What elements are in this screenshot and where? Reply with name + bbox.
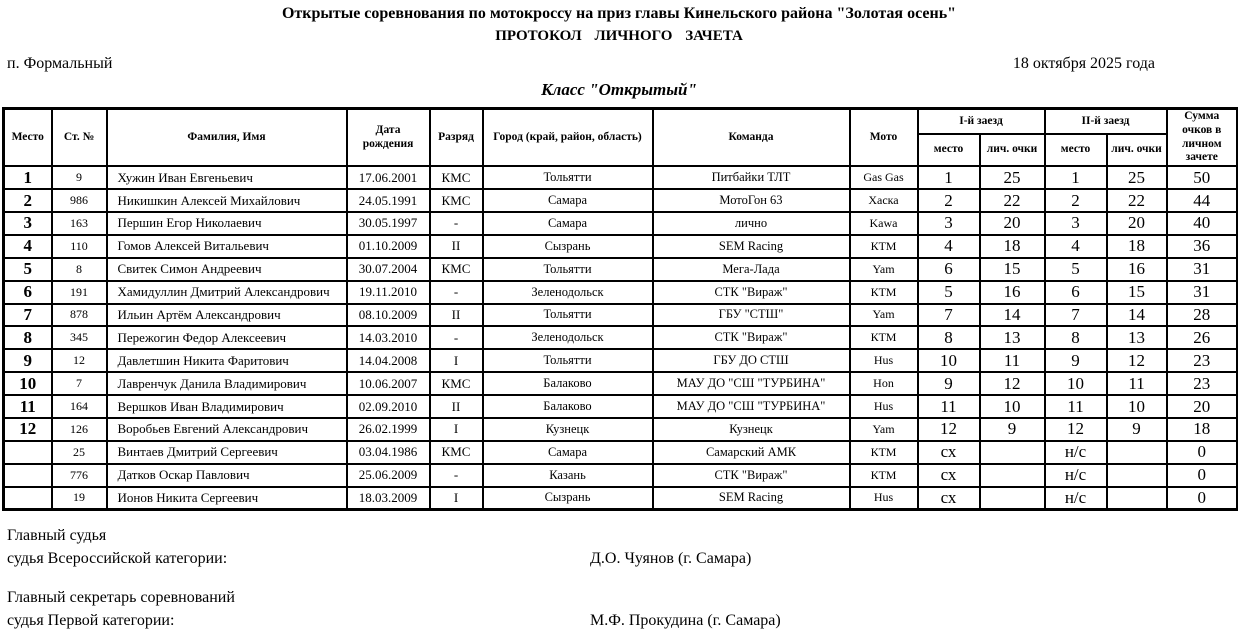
cell-race1-place: 6	[918, 258, 980, 281]
cell-race1-place: 8	[918, 326, 980, 349]
cell-place	[4, 487, 52, 510]
cell-team: SEM Racing	[653, 487, 850, 510]
cell-moto: Hus	[850, 487, 918, 510]
col-header-total: Сумма очков в личном зачете	[1167, 109, 1238, 167]
cell-birth-date: 08.10.2009	[347, 304, 430, 327]
cell-place: 6	[4, 281, 52, 304]
cell-city: Тольятти	[483, 304, 653, 327]
cell-start-number: 19	[52, 487, 107, 510]
cell-start-number: 986	[52, 189, 107, 212]
cell-city: Зеленодольск	[483, 281, 653, 304]
cell-race2-place: 3	[1045, 212, 1107, 235]
judge-title: Главный судья	[7, 527, 107, 545]
table-row	[4, 166, 1238, 189]
results-table-header	[4, 109, 1238, 167]
cell-race2-points: 10	[1107, 395, 1167, 418]
col-header-race2-place: место	[1045, 134, 1107, 166]
cell-race2-points: 9	[1107, 418, 1167, 441]
cell-rank: II	[430, 235, 483, 258]
secretary-category-line	[0, 609, 1238, 632]
col-header-start-number: Ст. №	[52, 109, 107, 167]
table-row	[4, 326, 1238, 349]
cell-race2-place: 9	[1045, 349, 1107, 372]
document-title: Открытые соревнования по мотокроссу на приз главы Кинельского района "Золотая осень"	[281, 5, 957, 22]
col-header-moto: Мото	[850, 109, 918, 167]
cell-race2-place: н/с	[1045, 487, 1107, 510]
cell-city: Кузнецк	[483, 418, 653, 441]
cell-team: СТК "Вираж"	[653, 464, 850, 487]
cell-team: СТК "Вираж"	[653, 281, 850, 304]
cell-race1-points	[980, 464, 1045, 487]
cell-name: Ильин Артём Александрович	[107, 304, 347, 327]
cell-race2-place: 2	[1045, 189, 1107, 212]
cell-birth-date: 30.07.2004	[347, 258, 430, 281]
cell-race2-place: 4	[1045, 235, 1107, 258]
cell-race2-points: 13	[1107, 326, 1167, 349]
table-row	[4, 441, 1238, 464]
col-header-name: Фамилия, Имя	[107, 109, 347, 167]
col-header-race2-points: лич. очки	[1107, 134, 1167, 166]
cell-total: 0	[1167, 464, 1238, 487]
cell-moto: Kawa	[850, 212, 918, 235]
secretary-title: Главный секретарь соревнований	[7, 589, 235, 607]
cell-birth-date: 25.06.2009	[347, 464, 430, 487]
cell-race2-points: 11	[1107, 372, 1167, 395]
cell-start-number: 878	[52, 304, 107, 327]
cell-race2-points: 14	[1107, 304, 1167, 327]
cell-place: 3	[4, 212, 52, 235]
col-header-race1-place: место	[918, 134, 980, 166]
cell-race2-points: 18	[1107, 235, 1167, 258]
cell-birth-date: 24.05.1991	[347, 189, 430, 212]
cell-team: Мега-Лада	[653, 258, 850, 281]
cell-race2-points: 15	[1107, 281, 1167, 304]
cell-birth-date: 02.09.2010	[347, 395, 430, 418]
cell-race2-place: 8	[1045, 326, 1107, 349]
cell-city: Казань	[483, 464, 653, 487]
cell-race1-points: 14	[980, 304, 1045, 327]
event-date: 18 октября 2025 года	[1012, 55, 1155, 72]
cell-start-number: 7	[52, 372, 107, 395]
table-row	[4, 281, 1238, 304]
results-table	[2, 107, 1238, 511]
cell-name: Ионов Никита Сергеевич	[107, 487, 347, 510]
cell-race1-place: 7	[918, 304, 980, 327]
cell-name: Датков Оскар Павлович	[107, 464, 347, 487]
cell-name: Давлетшин Никита Фаритович	[107, 349, 347, 372]
secretary-title-line	[0, 586, 1238, 609]
cell-city: Сызрань	[483, 235, 653, 258]
table-row	[4, 395, 1238, 418]
cell-race1-points: 13	[980, 326, 1045, 349]
cell-rank: I	[430, 418, 483, 441]
cell-team: Кузнецк	[653, 418, 850, 441]
cell-total: 0	[1167, 441, 1238, 464]
cell-birth-date: 10.06.2007	[347, 372, 430, 395]
table-row	[4, 258, 1238, 281]
cell-city: Балаково	[483, 372, 653, 395]
cell-team: SEM Racing	[653, 235, 850, 258]
cell-total: 36	[1167, 235, 1238, 258]
cell-total: 18	[1167, 418, 1238, 441]
cell-total: 28	[1167, 304, 1238, 327]
cell-rank: -	[430, 464, 483, 487]
cell-rank: -	[430, 281, 483, 304]
cell-race1-place: 3	[918, 212, 980, 235]
cell-team: СТК "Вираж"	[653, 326, 850, 349]
cell-moto: Hon	[850, 372, 918, 395]
header-row-top	[4, 109, 1238, 135]
cell-name: Вершков Иван Владимирович	[107, 395, 347, 418]
cell-total: 26	[1167, 326, 1238, 349]
cell-city: Самара	[483, 189, 653, 212]
footer-gap	[0, 570, 1238, 586]
cell-total: 20	[1167, 395, 1238, 418]
cell-race2-place: 6	[1045, 281, 1107, 304]
cell-city: Тольятти	[483, 166, 653, 189]
cell-total: 0	[1167, 487, 1238, 510]
cell-moto: КТМ	[850, 441, 918, 464]
cell-race1-place: сх	[918, 441, 980, 464]
cell-city: Зеленодольск	[483, 326, 653, 349]
meta-row	[0, 54, 1238, 73]
cell-race2-place: н/с	[1045, 464, 1107, 487]
cell-race2-points	[1107, 441, 1167, 464]
cell-race2-points: 12	[1107, 349, 1167, 372]
cell-place	[4, 464, 52, 487]
cell-rank: КМС	[430, 372, 483, 395]
cell-rank: КМС	[430, 189, 483, 212]
judge-title-line	[0, 524, 1238, 547]
judge-name: Д.О. Чуянов (г. Самара)	[590, 550, 752, 568]
cell-moto: КТМ	[850, 464, 918, 487]
event-location: п. Формальный	[7, 55, 113, 72]
cell-race2-points: 25	[1107, 166, 1167, 189]
cell-rank: I	[430, 487, 483, 510]
cell-city: Тольятти	[483, 258, 653, 281]
cell-race2-place: 1	[1045, 166, 1107, 189]
cell-moto: Yam	[850, 304, 918, 327]
cell-start-number: 345	[52, 326, 107, 349]
cell-place: 4	[4, 235, 52, 258]
cell-race2-place: 10	[1045, 372, 1107, 395]
cell-race2-points	[1107, 487, 1167, 510]
table-row	[4, 418, 1238, 441]
cell-moto: Hus	[850, 395, 918, 418]
secretary-category: судья Первой категории:	[7, 612, 175, 630]
table-row	[4, 487, 1238, 510]
cell-birth-date: 14.03.2010	[347, 326, 430, 349]
col-header-place: Место	[4, 109, 52, 167]
cell-team: МотоГон 63	[653, 189, 850, 212]
table-row	[4, 349, 1238, 372]
col-header-team: Команда	[653, 109, 850, 167]
secretary-name: М.Ф. Прокудина (г. Самара)	[590, 612, 781, 630]
cell-place: 7	[4, 304, 52, 327]
cell-birth-date: 14.04.2008	[347, 349, 430, 372]
cell-rank: II	[430, 395, 483, 418]
table-row	[4, 464, 1238, 487]
cell-moto: Gas Gas	[850, 166, 918, 189]
cell-city: Сызрань	[483, 487, 653, 510]
cell-total: 23	[1167, 372, 1238, 395]
table-row	[4, 189, 1238, 212]
cell-name: Никишкин Алексей Михайлович	[107, 189, 347, 212]
document-subtitle: ПРОТОКОЛ ЛИЧНОГО ЗАЧЕТА	[495, 28, 743, 44]
cell-race1-place: 11	[918, 395, 980, 418]
cell-name: Свитек Симон Андреевич	[107, 258, 347, 281]
cell-start-number: 25	[52, 441, 107, 464]
cell-city: Балаково	[483, 395, 653, 418]
cell-rank: II	[430, 304, 483, 327]
cell-start-number: 110	[52, 235, 107, 258]
cell-rank: -	[430, 212, 483, 235]
cell-city: Самара	[483, 212, 653, 235]
cell-race1-place: 10	[918, 349, 980, 372]
cell-race1-points: 15	[980, 258, 1045, 281]
cell-race1-points: 18	[980, 235, 1045, 258]
cell-name: Гомов Алексей Витальевич	[107, 235, 347, 258]
cell-moto: КТМ	[850, 281, 918, 304]
cell-team: МАУ ДО "СШ "ТУРБИНА"	[653, 372, 850, 395]
cell-race1-place: 9	[918, 372, 980, 395]
cell-race2-points: 22	[1107, 189, 1167, 212]
cell-moto: Yam	[850, 418, 918, 441]
cell-moto: Хаска	[850, 189, 918, 212]
cell-total: 23	[1167, 349, 1238, 372]
cell-moto: Yam	[850, 258, 918, 281]
cell-start-number: 776	[52, 464, 107, 487]
cell-race1-points	[980, 487, 1045, 510]
cell-team: Самарский АМК	[653, 441, 850, 464]
col-header-race1-points: лич. очки	[980, 134, 1045, 166]
cell-race1-place: 5	[918, 281, 980, 304]
cell-team: лично	[653, 212, 850, 235]
judge-category-line	[0, 547, 1238, 570]
cell-race1-points: 25	[980, 166, 1045, 189]
cell-rank: КМС	[430, 166, 483, 189]
cell-rank: -	[430, 326, 483, 349]
cell-rank: КМС	[430, 258, 483, 281]
cell-total: 31	[1167, 258, 1238, 281]
results-table-body	[4, 166, 1238, 509]
cell-total: 44	[1167, 189, 1238, 212]
col-header-birth-date: Дата рождения	[347, 109, 430, 167]
cell-place: 8	[4, 326, 52, 349]
col-header-rank: Разряд	[430, 109, 483, 167]
cell-start-number: 8	[52, 258, 107, 281]
cell-race1-points: 11	[980, 349, 1045, 372]
cell-place: 12	[4, 418, 52, 441]
cell-moto: Hus	[850, 349, 918, 372]
cell-race1-points: 16	[980, 281, 1045, 304]
cell-team: ГБУ "СТШ"	[653, 304, 850, 327]
cell-place: 11	[4, 395, 52, 418]
table-row	[4, 235, 1238, 258]
cell-race1-points: 12	[980, 372, 1045, 395]
cell-name: Хамидуллин Дмитрий Александрович	[107, 281, 347, 304]
cell-team: МАУ ДО "СШ "ТУРБИНА"	[653, 395, 850, 418]
cell-start-number: 9	[52, 166, 107, 189]
cell-place: 1	[4, 166, 52, 189]
cell-birth-date: 30.05.1997	[347, 212, 430, 235]
cell-name: Першин Егор Николаевич	[107, 212, 347, 235]
cell-place: 5	[4, 258, 52, 281]
judge-category: судья Всероссийской категории:	[7, 550, 228, 568]
cell-race1-place: 12	[918, 418, 980, 441]
cell-race1-points: 10	[980, 395, 1045, 418]
cell-birth-date: 17.06.2001	[347, 166, 430, 189]
cell-rank: КМС	[430, 441, 483, 464]
cell-team: Питбайки ТЛТ	[653, 166, 850, 189]
cell-total: 40	[1167, 212, 1238, 235]
cell-race1-points	[980, 441, 1045, 464]
col-header-race1: I-й заезд	[918, 109, 1045, 135]
cell-place: 2	[4, 189, 52, 212]
cell-birth-date: 26.02.1999	[347, 418, 430, 441]
col-header-city: Город (край, район, область)	[483, 109, 653, 167]
cell-start-number: 12	[52, 349, 107, 372]
cell-race2-place: н/с	[1045, 441, 1107, 464]
cell-total: 50	[1167, 166, 1238, 189]
table-row	[4, 304, 1238, 327]
class-title: Класс "Открытый"	[541, 80, 697, 99]
cell-race2-place: 12	[1045, 418, 1107, 441]
cell-name: Лавренчук Данила Владимирович	[107, 372, 347, 395]
table-row	[4, 372, 1238, 395]
cell-race2-place: 7	[1045, 304, 1107, 327]
cell-race2-points: 16	[1107, 258, 1167, 281]
cell-birth-date: 03.04.1986	[347, 441, 430, 464]
cell-race2-points: 20	[1107, 212, 1167, 235]
cell-birth-date: 19.11.2010	[347, 281, 430, 304]
cell-name: Воробьев Евгений Александрович	[107, 418, 347, 441]
cell-team: ГБУ ДО СТШ	[653, 349, 850, 372]
cell-moto: КТМ	[850, 235, 918, 258]
cell-moto: КТМ	[850, 326, 918, 349]
cell-race1-place: 4	[918, 235, 980, 258]
cell-birth-date: 18.03.2009	[347, 487, 430, 510]
cell-race1-place: сх	[918, 487, 980, 510]
cell-total: 31	[1167, 281, 1238, 304]
cell-rank: I	[430, 349, 483, 372]
cell-birth-date: 01.10.2009	[347, 235, 430, 258]
cell-start-number: 163	[52, 212, 107, 235]
col-header-race2: II-й заезд	[1045, 109, 1167, 135]
cell-race1-points: 22	[980, 189, 1045, 212]
cell-name: Пережогин Федор Алексеевич	[107, 326, 347, 349]
cell-start-number: 164	[52, 395, 107, 418]
cell-place	[4, 441, 52, 464]
cell-name: Хужин Иван Евгеньевич	[107, 166, 347, 189]
cell-place: 9	[4, 349, 52, 372]
cell-race2-points	[1107, 464, 1167, 487]
cell-race1-place: 1	[918, 166, 980, 189]
signature-block	[0, 524, 1238, 632]
cell-city: Самара	[483, 441, 653, 464]
cell-start-number: 191	[52, 281, 107, 304]
table-row	[4, 212, 1238, 235]
cell-name: Винтаев Дмитрий Сергеевич	[107, 441, 347, 464]
cell-race1-place: сх	[918, 464, 980, 487]
cell-race1-points: 9	[980, 418, 1045, 441]
cell-race1-points: 20	[980, 212, 1045, 235]
cell-place: 10	[4, 372, 52, 395]
cell-race2-place: 11	[1045, 395, 1107, 418]
cell-city: Тольятти	[483, 349, 653, 372]
cell-race1-place: 2	[918, 189, 980, 212]
cell-race2-place: 5	[1045, 258, 1107, 281]
cell-start-number: 126	[52, 418, 107, 441]
